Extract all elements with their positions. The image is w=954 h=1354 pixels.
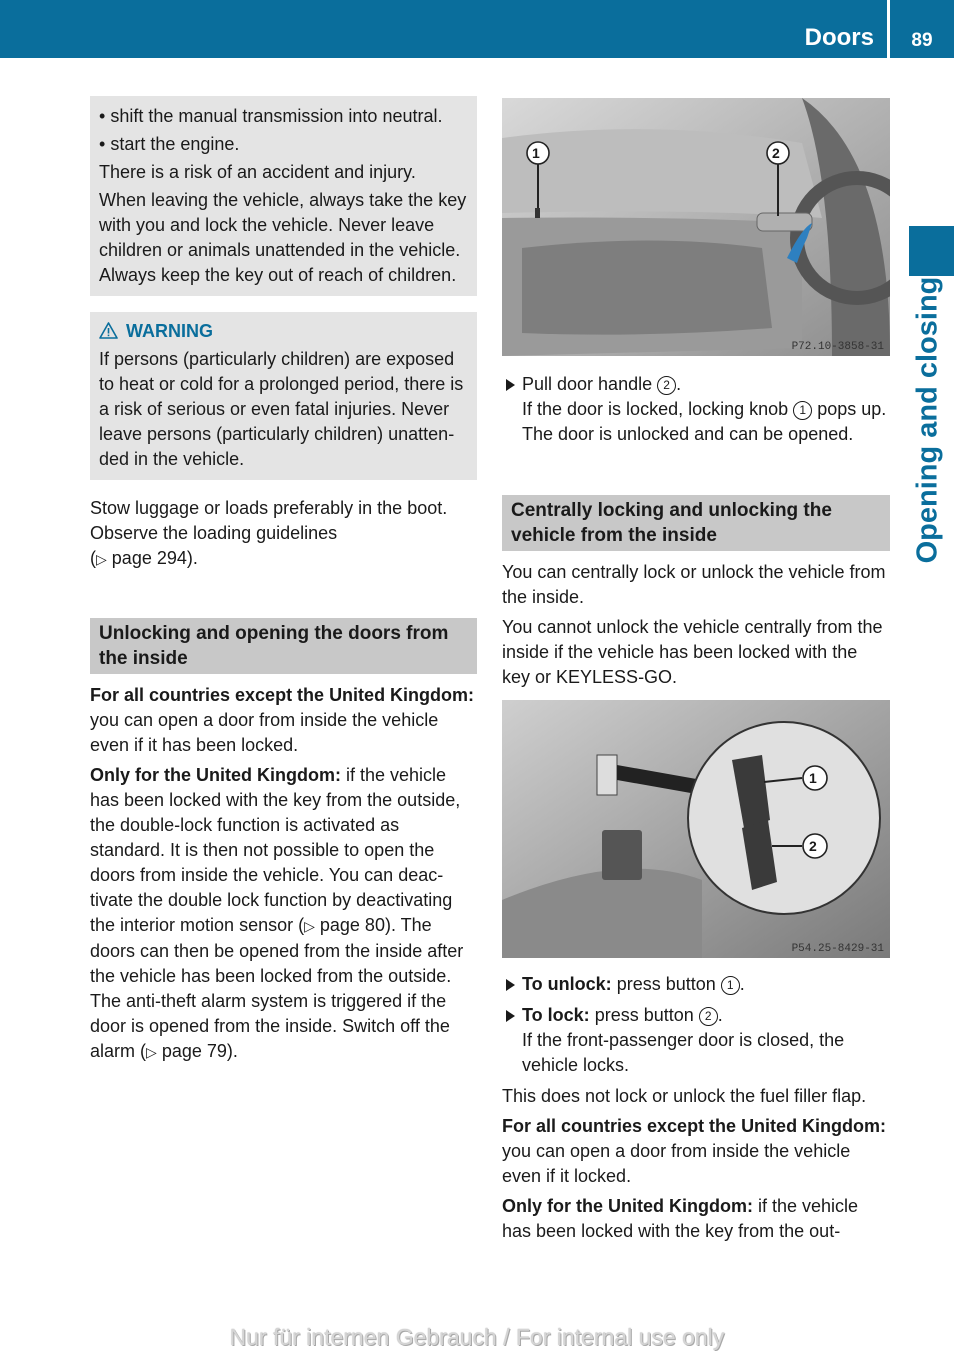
page-reference[interactable]: page 79). xyxy=(161,1041,238,1061)
paragraph: For all countries except the United Kingdom: you can open a door from inside the vehicle even if it locked. xyxy=(502,1116,887,1186)
instruction-step: Pull door handle 2 . If the door is locked, locking knob 1 pops up. The door is unlocked and can be opened. xyxy=(502,372,890,447)
step-arrow-icon xyxy=(506,1010,515,1022)
paragraph: Only for the United Kingdom: if the vehicle has been locked with the key from the outside, the double-lock function is activated as standard. It is then not possible to open the doors from inside the vehicle. You can deactivate the double lock function by deactivating the interior motion sensor (▷ page 80). The doors can then be opened from the inside after the vehicle has been locked from the outside. The anti-theft alarm system is triggered if the door is opened from the inside. Switch off the alarm (▷ page 79). xyxy=(90,765,464,1061)
note-bullet: • start the engine. xyxy=(99,134,240,154)
door-handle-figure xyxy=(502,98,890,356)
page-reference[interactable]: page 294). xyxy=(111,548,198,568)
page-reference-icon: ▷ xyxy=(304,918,315,934)
figure-marker-2-label: 2 xyxy=(772,145,780,161)
section-heading: Unlocking and opening the doors from the inside xyxy=(90,618,477,674)
stow-paragraph: Stow luggage or loads preferably in the boot. Observe the loading guidelines (▷ page 294). xyxy=(90,498,448,568)
paragraph: Only for the United Kingdom: if the vehicle has been locked with the key from the out- xyxy=(502,1196,859,1241)
instruction-step-lock: To lock: press button 2 . If the front-passenger door is closed, the vehicle locks. xyxy=(502,1003,890,1078)
figure-code: P72.10-3858-31 xyxy=(791,341,884,353)
paragraph: This does not lock or unlock the fuel filler flap. xyxy=(502,1086,867,1106)
door-panel-illustration xyxy=(502,98,890,356)
warning-triangle-icon xyxy=(99,322,118,339)
step-arrow-icon xyxy=(506,979,515,991)
warning-box xyxy=(90,312,477,480)
figure-marker-1-label: 1 xyxy=(532,145,540,161)
note-advice: When leaving the vehicle, always take the key with you and lock the vehicle. Never leave children or animals unattended in the vehicle. Always keep the key out of reach of children. xyxy=(99,190,467,285)
note-bullet: • shift the manual transmission into neutral. xyxy=(99,106,443,126)
page-reference-icon: ▷ xyxy=(96,551,107,567)
figure-marker-2-label: 2 xyxy=(809,838,817,854)
paragraph: You cannot unlock the vehicle centrally from the inside if the vehicle has been locked with the key or KEYLESS-GO. xyxy=(502,617,883,687)
page-reference-icon: ▷ xyxy=(146,1044,157,1060)
marker-2-icon: 2 xyxy=(657,376,676,395)
locking-buttons-illustration xyxy=(502,700,890,958)
note-risk: There is a risk of an accident and injury. xyxy=(99,162,416,182)
figure-marker-1-label: 1 xyxy=(809,770,817,786)
instruction-step-unlock: To unlock: press button 1 . xyxy=(502,972,890,997)
right-column xyxy=(502,96,890,1249)
page-title: Doors xyxy=(804,24,874,51)
left-column xyxy=(90,96,477,1070)
note-box xyxy=(90,96,477,296)
paragraph: You can centrally lock or unlock the vehicle from the inside. xyxy=(502,562,886,607)
warning-text: If persons (particularly children) are exposed to heat or cold for a prolonged period, there is a risk of serious or even fatal injuries. Never leave persons (particularly children) unattended in the vehicle. xyxy=(99,349,464,469)
step-arrow-icon xyxy=(506,379,515,391)
section-heading: Centrally locking and unlocking the vehicle from the inside xyxy=(502,495,890,551)
paragraph: For all countries except the United Kingdom: you can open a door from inside the vehicle even if it has been locked. xyxy=(90,685,475,755)
figure-code: P54.25-8429-31 xyxy=(791,943,884,955)
locking-buttons-figure xyxy=(502,700,890,958)
marker-1-icon: 1 xyxy=(793,401,812,420)
header-divider xyxy=(887,0,890,58)
warning-heading: WARNING xyxy=(99,319,468,344)
page-reference[interactable]: page 80). xyxy=(319,915,396,935)
chapter-tab-marker xyxy=(909,226,954,276)
page-number: 89 xyxy=(911,30,933,51)
chapter-tab-label: Opening and closing xyxy=(911,276,944,564)
marker-2-icon: 2 xyxy=(699,1007,718,1026)
marker-1-icon: 1 xyxy=(721,976,740,995)
footer-watermark: Nur für internen Gebrauch / For internal use only xyxy=(229,1324,725,1350)
